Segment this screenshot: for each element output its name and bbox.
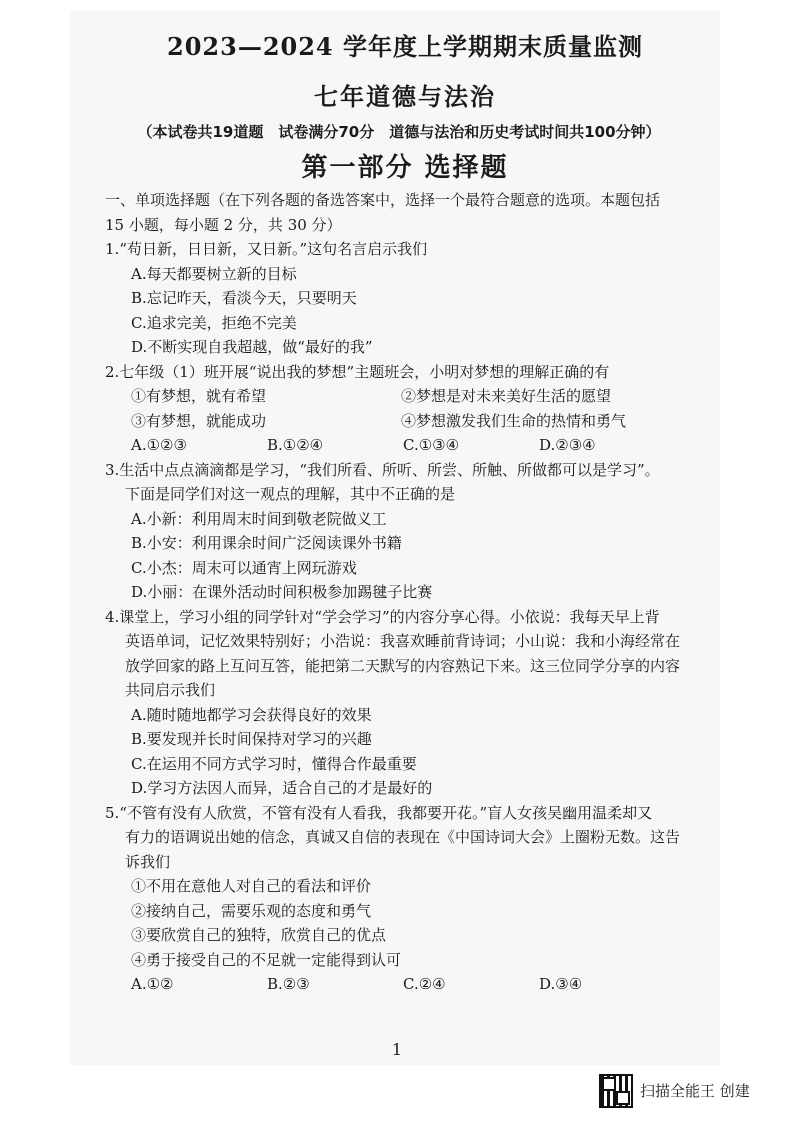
option-c: C.小杰：周末可以通宵上网玩游戏 (131, 558, 357, 577)
section-title: 第一部分 选择题 (301, 153, 509, 183)
question-stem-continued: 共同启示我们 (125, 681, 216, 699)
question-5 (105, 801, 705, 997)
choice-b: B.①②④ (267, 436, 324, 454)
statement-1: ①有梦想，就有希望 (131, 387, 267, 405)
option-b: B.小安：利用课余时间广泛阅读课外书籍 (131, 534, 402, 552)
option-d: D.不断实现自我超越，做“最好的我” (131, 338, 373, 356)
statement-3: ③有梦想，就能成功 (131, 411, 267, 430)
choice-row (105, 433, 705, 458)
choice-a: A.①② (131, 975, 174, 993)
question-stem: 1.“苟日新，日日新，又日新。”这句名言启示我们 (105, 240, 428, 258)
choice-a: A.①②③ (131, 436, 187, 454)
option-d: D.小丽：在课外活动时间积极参加踢毽子比赛 (131, 583, 433, 601)
page-number: 1 (391, 1040, 403, 1059)
statement-2: ②接纳自己，需要乐观的态度和勇气 (131, 901, 372, 920)
question-1 (105, 237, 705, 360)
exam-title: 2023—2024 学年度上学期期末质量监测 (167, 32, 643, 61)
question-4 (105, 605, 705, 801)
option-d: D.学习方法因人而异，适合自己的才是最好的 (131, 779, 433, 797)
statement-4: ④勇于接受自己的不足就一定能得到认可 (131, 950, 402, 969)
question-stem-continued: 下面是同学们对这一观点的理解，其中不正确的是 (125, 485, 456, 503)
choice-c: C.②④ (403, 975, 446, 993)
statement-2: ②梦想是对未来美好生活的愿望 (401, 387, 612, 405)
statement-4: ④梦想激发我们生命的热情和勇气 (401, 411, 627, 430)
option-b: B.忘记昨天，看淡今天，只要明天 (131, 289, 357, 307)
option-c: C.在运用不同方式学习时，懂得合作最重要 (131, 754, 417, 773)
question-stem-continued: 英语单词，记忆效果特别好；小浩说：我喜欢睡前背诗词；小山说：我和小海经常在 (125, 632, 681, 650)
question-2 (105, 360, 705, 458)
choice-d: D.③④ (539, 975, 583, 993)
statement-row (105, 409, 705, 434)
qr-code-icon (599, 1074, 633, 1108)
question-stem: 3.生活中点点滴滴都是学习，“我们所看、所听、所尝、所触、所做都可以是学习”。 (105, 460, 660, 479)
statement-1: ①不用在意他人对自己的看法和评价 (131, 877, 372, 895)
option-a: A.每天都要树立新的目标 (131, 264, 297, 283)
question-stem: 2.七年级（1）班开展“说出我的梦想”主题班会，小明对梦想的理解正确的有 (105, 362, 610, 381)
option-a: A.随时随地都学习会获得良好的效果 (131, 705, 372, 724)
choice-b: B.②③ (267, 975, 310, 993)
choice-c: C.①③④ (403, 436, 460, 454)
question-stem: 4.课堂上，学习小组的同学针对“学会学习”的内容分享心得。小依说：我每天早上背 (105, 607, 660, 626)
question-stem-continued: 放学回家的路上互问互答，能把第二天默写的内容熟记下来。这三位同学分享的内容 (125, 656, 681, 675)
choice-d: D.②③④ (539, 436, 596, 454)
question-stem-continued: 诉我们 (125, 852, 171, 871)
option-a: A.小新：利用周末时间到敬老院做义工 (131, 509, 387, 528)
question-stem: 5.“不管有没有人欣赏，不管有没有人看我，我都要开花。”盲人女孩吴幽用温柔却又 (105, 803, 653, 822)
exam-note: （本试卷共19道题 试卷满分70分 道德与法治和历史考试时间共100分钟） (137, 123, 661, 141)
option-b: B.要发现并长时间保持对学习的兴趣 (131, 730, 372, 748)
section-instruction-line-2: 15 小题，每小题 2 分，共 30 分） (105, 215, 342, 234)
choice-row (105, 972, 705, 997)
question-stem-continued: 有力的语调说出她的信念，真诚又自信的表现在《中国诗词大会》上圈粉无数。这告 (125, 828, 681, 846)
exam-content (105, 20, 705, 997)
question-3 (105, 458, 705, 605)
exam-subject: 七年道德与法治 (314, 82, 496, 111)
option-c: C.追求完美，拒绝不完美 (131, 313, 297, 332)
statement-3: ③要欣赏自己的独特，欣赏自己的优点 (131, 926, 387, 944)
scanner-watermark: 扫描全能王 创建 (640, 1082, 750, 1100)
section-instruction-line-1: 一、单项选择题（在下列各题的备选答案中，选择一个最符合题意的选项。本题包括 (105, 191, 661, 209)
statement-row (105, 384, 705, 409)
